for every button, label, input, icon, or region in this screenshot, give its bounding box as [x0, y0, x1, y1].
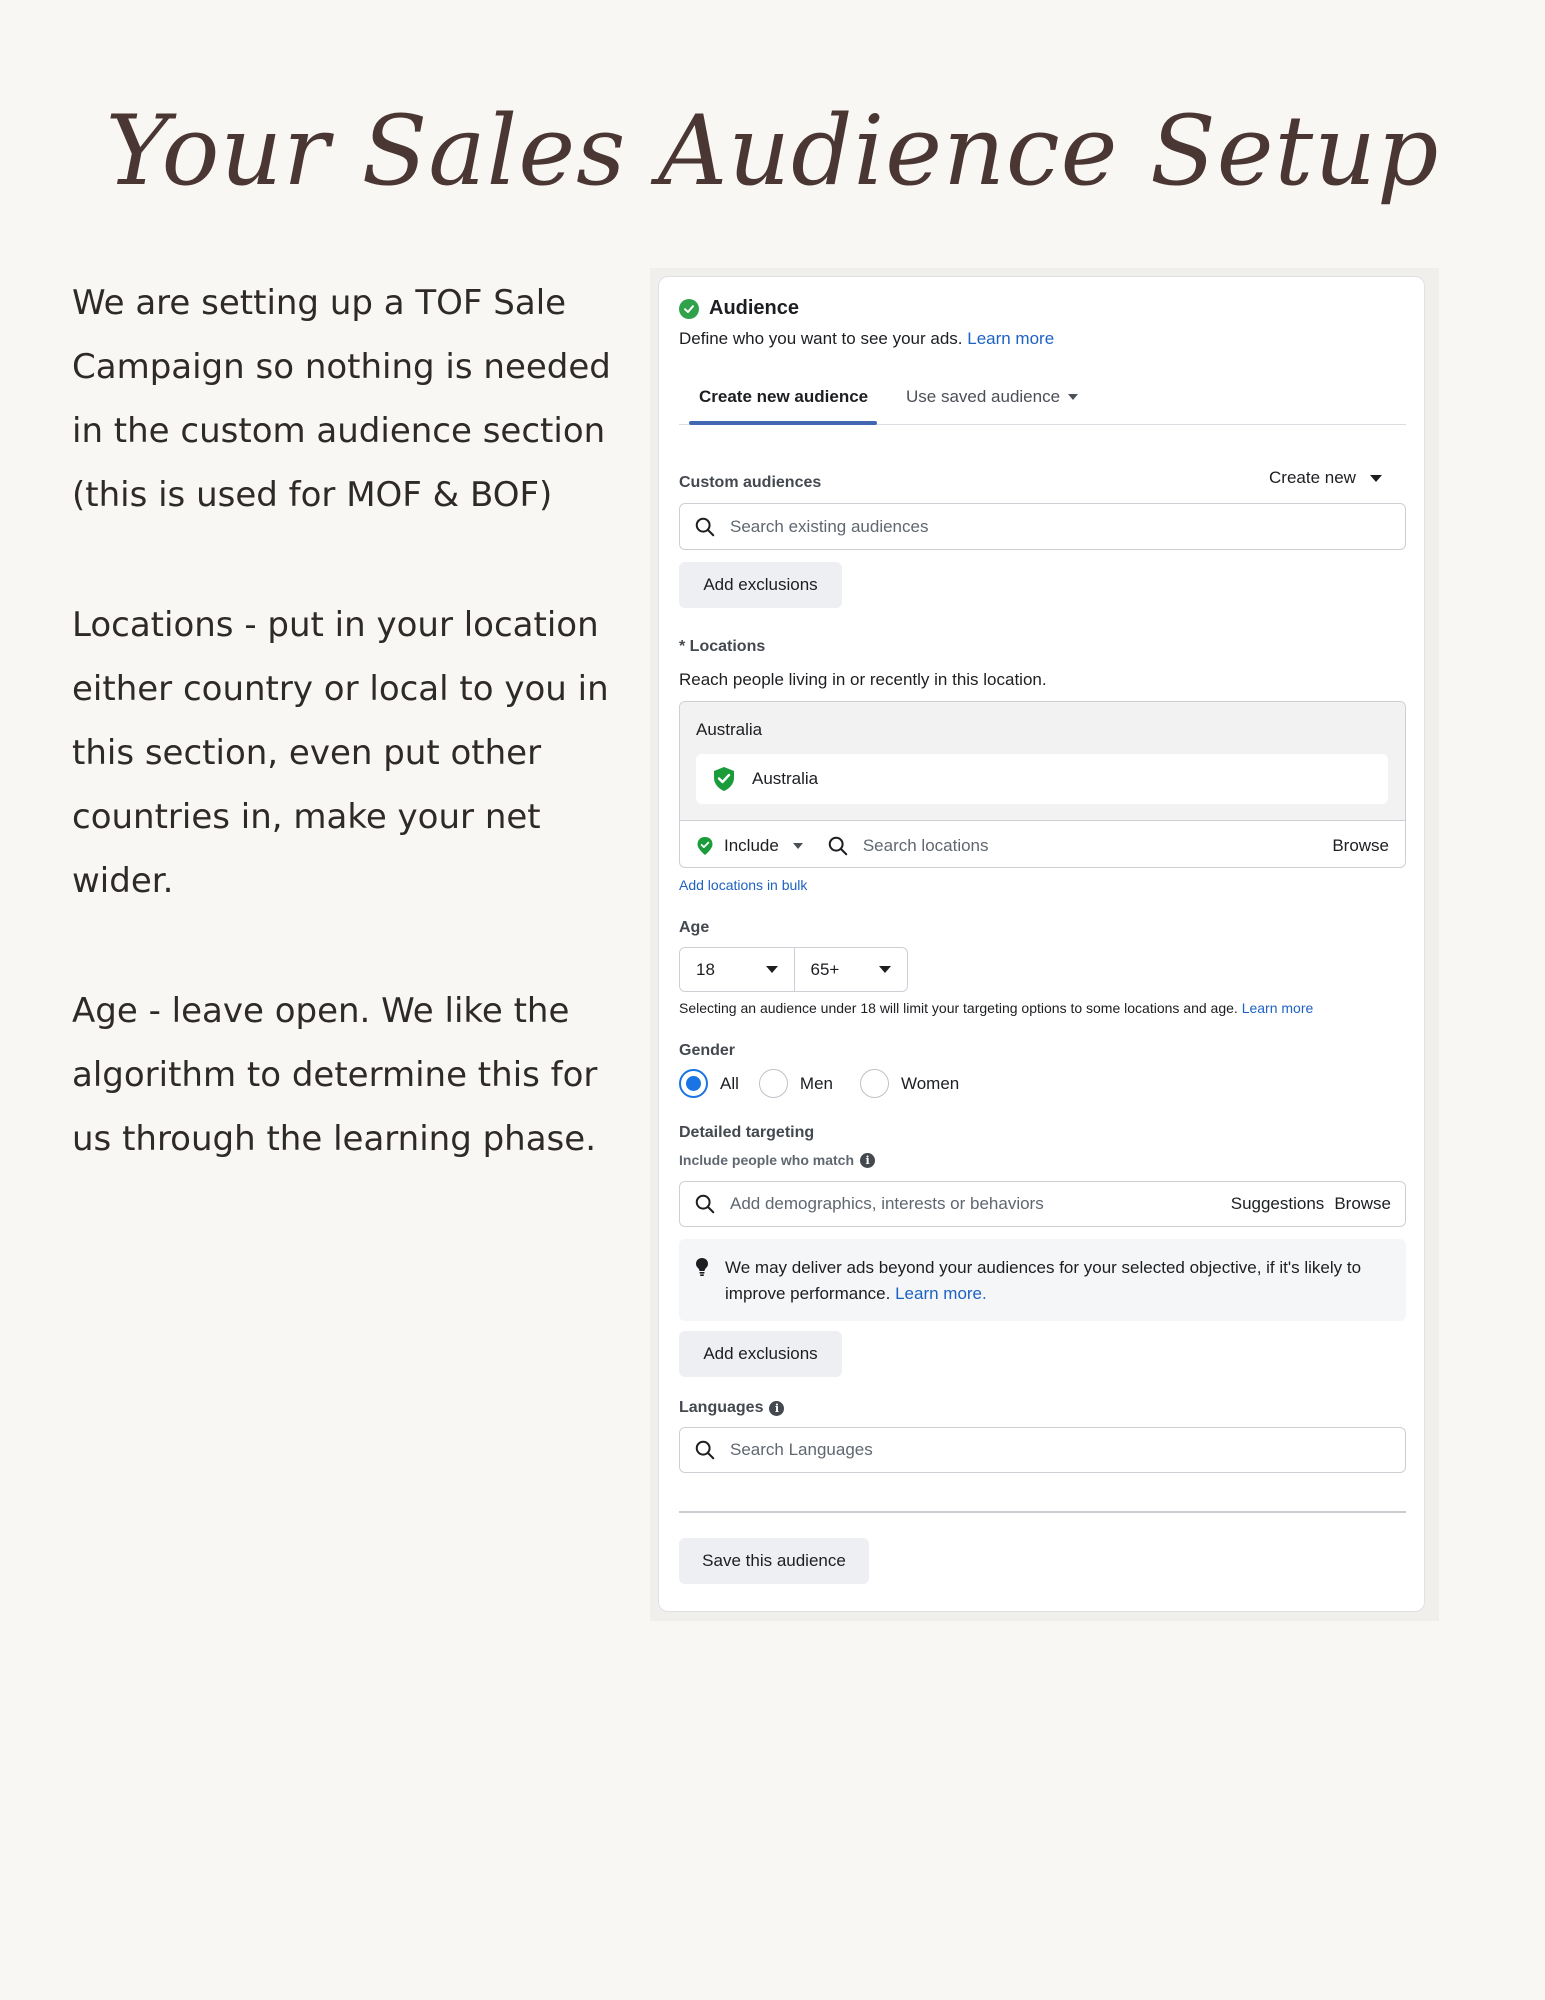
- learn-more-link[interactable]: Learn more: [967, 329, 1055, 348]
- detailed-targeting-search-input[interactable]: [679, 1181, 1406, 1227]
- age-learn-more-link[interactable]: Learn more: [1241, 1000, 1314, 1016]
- chevron-down-icon: [793, 843, 803, 849]
- age-label: Age: [679, 919, 710, 936]
- add-exclusions-detailed-button[interactable]: Add exclusions: [679, 1331, 842, 1377]
- gender-women-radio[interactable]: [860, 1069, 889, 1098]
- search-icon: [694, 1193, 716, 1215]
- caret-down-icon: [1370, 475, 1382, 482]
- radio-dot: [686, 1076, 701, 1091]
- location-group-label: Australia: [696, 720, 763, 739]
- page-title: Your Sales Audience Setup: [105, 95, 1440, 207]
- audience-description-text: Define who you want to see your ads.: [679, 329, 963, 348]
- audience-panel: [658, 276, 1425, 1612]
- include-people-who-match: [679, 1152, 875, 1168]
- location-pin-icon: [712, 766, 736, 792]
- divider: [679, 1511, 1406, 1513]
- delivery-notice-body: We may deliver ads beyond your audiences for your selected objective, if it's likely to improve performance.: [725, 1258, 1362, 1303]
- age-min-select[interactable]: [680, 948, 794, 991]
- custom-audience-search-placeholder: Search existing audiences: [730, 516, 929, 536]
- gender-women-label: Women: [900, 1073, 960, 1093]
- guide-age: Age - leave open. We like the algorithm to determine this for us through the learning phase.: [72, 991, 598, 1159]
- age-note: [679, 1000, 1313, 1016]
- check-circle-icon: [679, 299, 699, 319]
- locations-label: * Locations: [679, 638, 766, 655]
- age-min-value: 18: [696, 959, 715, 979]
- caret-down-icon: [879, 966, 891, 973]
- languages-label: Languages: [679, 1399, 764, 1416]
- languages-header: [679, 1399, 784, 1417]
- gender-men-label: Men: [799, 1073, 833, 1093]
- search-icon: [694, 1439, 716, 1461]
- audience-title: Audience: [709, 297, 800, 319]
- include-pin-icon: [696, 836, 714, 856]
- detailed-browse-link[interactable]: Browse: [1334, 1194, 1391, 1213]
- selected-locations: [680, 702, 1405, 821]
- include-people-label: Include people who match: [679, 1152, 855, 1168]
- languages-search-input[interactable]: [679, 1427, 1406, 1473]
- chevron-down-icon: [1068, 394, 1078, 400]
- gender-options: [679, 1069, 959, 1098]
- add-exclusions-button[interactable]: Add exclusions: [679, 562, 842, 608]
- gender-all-label: All: [720, 1073, 739, 1093]
- gender-men-radio[interactable]: [759, 1069, 788, 1098]
- age-max-value: 65+: [810, 959, 840, 979]
- age-max-select[interactable]: [794, 948, 908, 991]
- audience-description: [679, 329, 1054, 349]
- tab-use-saved-audience-label: Use saved audience: [906, 387, 1061, 406]
- suggestions-link[interactable]: Suggestions: [1230, 1194, 1325, 1213]
- gender-label: Gender: [679, 1042, 736, 1059]
- location-search-row: [680, 822, 1405, 868]
- languages-search-placeholder: Search Languages: [730, 1440, 873, 1459]
- info-icon[interactable]: i: [860, 1153, 875, 1168]
- gender-all-radio[interactable]: [679, 1069, 708, 1098]
- location-search-placeholder: Search locations: [862, 835, 989, 855]
- search-icon: [694, 516, 716, 538]
- save-audience-button[interactable]: Save this audience: [679, 1538, 869, 1584]
- location-search-input[interactable]: [827, 835, 1332, 857]
- location-selector: [679, 701, 1406, 868]
- tab-use-saved-audience[interactable]: [906, 387, 1078, 407]
- active-tab-indicator: [689, 421, 877, 425]
- lightbulb-icon: [695, 1257, 709, 1277]
- add-locations-in-bulk-link[interactable]: Add locations in bulk: [679, 877, 808, 893]
- screenshot-frame: [650, 268, 1439, 1621]
- detailed-targeting-placeholder: Add demographics, interests or behaviors: [730, 1194, 1044, 1213]
- caret-down-icon: [766, 966, 778, 973]
- location-browse-link[interactable]: Browse: [1332, 835, 1389, 855]
- custom-audience-search-input[interactable]: [679, 503, 1406, 550]
- create-new-dropdown[interactable]: [1269, 468, 1382, 488]
- audience-header: [679, 297, 799, 320]
- guide-locations: Locations - put in your location either country or local to you in this section, even put other countries in, make your net wider.: [72, 605, 609, 901]
- delivery-notice-learn-more[interactable]: Learn more.: [895, 1284, 987, 1303]
- create-new-label: Create new: [1269, 468, 1356, 487]
- custom-audiences-label: Custom audiences: [679, 474, 822, 491]
- location-chip-label: Australia: [752, 769, 819, 788]
- delivery-notice: [679, 1239, 1406, 1321]
- detailed-targeting-label: Detailed targeting: [679, 1124, 815, 1141]
- search-icon: [827, 835, 849, 857]
- info-icon[interactable]: i: [769, 1401, 784, 1416]
- age-note-text: Selecting an audience under 18 will limit your targeting options to some locations and age.: [679, 1000, 1238, 1016]
- delivery-notice-text: [725, 1255, 1395, 1307]
- tab-create-new-audience[interactable]: Create new audience: [699, 387, 869, 406]
- include-label: Include: [724, 835, 779, 855]
- audience-tabs: [679, 377, 1406, 425]
- age-selector: [679, 947, 908, 992]
- locations-description: Reach people living in or recently in this location.: [679, 670, 1047, 689]
- guide-custom-audiences: We are setting up a TOF Sale Campaign so nothing is needed in the custom audience section (this is used for MOF & BOF): [72, 283, 611, 515]
- include-dropdown[interactable]: [696, 836, 803, 856]
- location-chip-australia[interactable]: [696, 754, 1388, 804]
